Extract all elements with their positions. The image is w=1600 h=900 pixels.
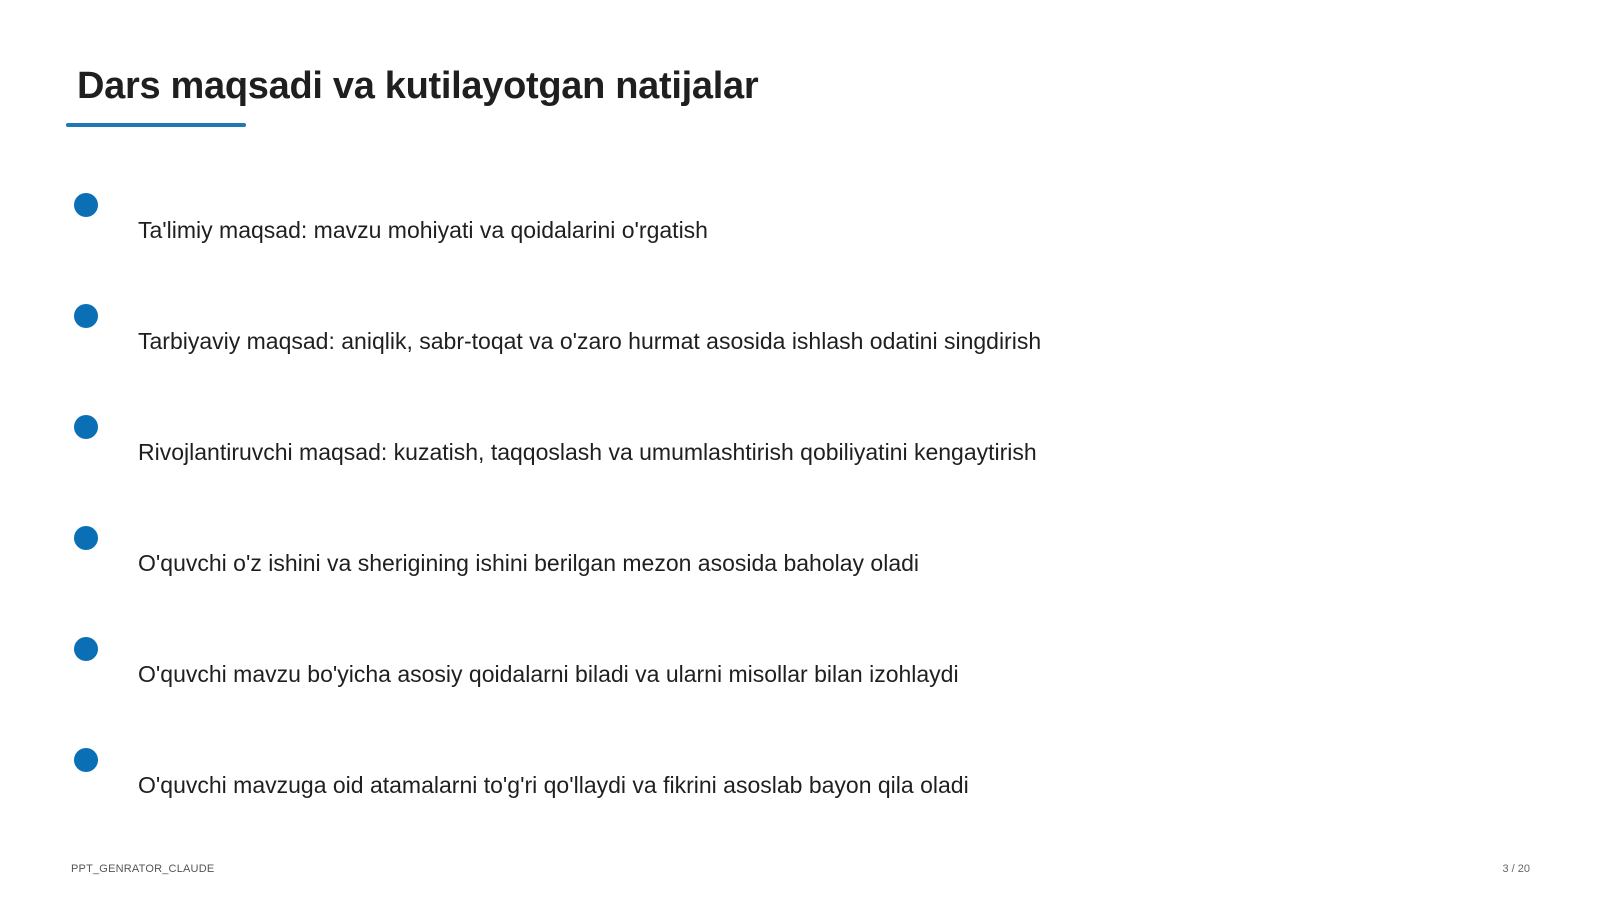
page-indicator: 3 / 20 [1502, 863, 1530, 875]
list-item [0, 637, 1200, 697]
bullet-text: Ta'limiy maqsad: mavzu mohiyati va qoidalarini o'rgatish [138, 217, 708, 243]
list-item [0, 526, 1200, 586]
list-item [0, 304, 1200, 364]
footer-label: PPT_GENRATOR_CLAUDE [71, 863, 215, 875]
bullet-dot-icon [74, 193, 98, 217]
bullet-text: Rivojlantiruvchi maqsad: kuzatish, taqqoslash va umumlashtirish qobiliyatini kengaytirish [138, 439, 1037, 465]
bullet-dot-icon [74, 748, 98, 772]
bullet-text: O'quvchi o'z ishini va sherigining ishini berilgan mezon asosida baholay oladi [138, 550, 920, 576]
title-underline [66, 123, 246, 127]
bullet-dot-icon [74, 526, 98, 550]
bullet-dot-icon [74, 637, 98, 661]
bullet-text: O'quvchi mavzu bo'yicha asosiy qoidalarni biladi va ularni misollar bilan izohlaydi [138, 661, 959, 687]
bullet-text: Tarbiyaviy maqsad: aniqlik, sabr-toqat va o'zaro hurmat asosida ishlash odatini singdirish [138, 328, 1042, 354]
bullet-text: O'quvchi mavzuga oid atamalarni to'g'ri qo'llaydi va fikrini asoslab bayon qila oladi [138, 772, 969, 798]
list-item [0, 193, 1200, 253]
list-item [0, 415, 1200, 475]
slide-title: Dars maqsadi va kutilayotgan natijalar [77, 65, 759, 107]
bullet-dot-icon [74, 415, 98, 439]
list-item [0, 748, 1200, 808]
bullet-dot-icon [74, 304, 98, 328]
